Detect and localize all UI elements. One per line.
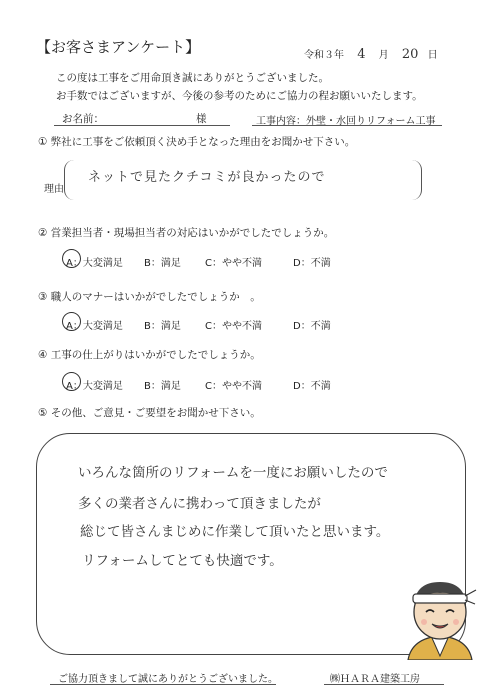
q3-option-c: C：やや不満 <box>205 321 262 332</box>
work-underline <box>252 125 442 126</box>
question-5: ⑤ その他、ご意見・ご要望をお聞かせ下さい。 <box>38 407 261 419</box>
q2-option-a: A：大変満足 <box>66 258 123 269</box>
date-day-unit: 日 <box>427 50 438 61</box>
q4-option-b: B：満足 <box>144 381 181 392</box>
intro-line-1: この度は工事をご用命頂き誠にありがとうございました。 <box>56 72 329 84</box>
comment-line-4: リフォームしてとても快適です。 <box>82 553 283 569</box>
work-content-label: 工事内容：外壁・水回りリフォーム工事 <box>256 116 436 127</box>
reason-answer: ネットで見たクチコミが良かったので <box>88 170 326 185</box>
date-month-unit: 月 <box>378 50 389 61</box>
q4-option-d: D：不満 <box>293 381 331 392</box>
company-name: ㈱ＨＡＲＡ建築工房 <box>330 674 420 685</box>
name-honorific: 様 <box>196 113 207 125</box>
q2-option-b: B：満足 <box>144 258 181 269</box>
q3-option-a: A：大変満足 <box>66 321 123 332</box>
comment-line-1: いろんな箇所のリフォームを一度にお願いしたので <box>78 465 388 481</box>
comment-line-2: 多くの業者さんに携わって頂きましたが <box>78 496 321 512</box>
name-underline <box>54 125 230 126</box>
date-month: 4 <box>357 47 366 62</box>
date-day: 20 <box>401 47 419 62</box>
intro-line-2: お手数ではございますが、今後の参考のためにご協力の程お願いいたします。 <box>56 90 423 102</box>
q2-option-c: C：やや不満 <box>205 258 262 269</box>
comment-line-3: 総じて皆さんまじめに作業して頂いたと思います。 <box>80 524 390 540</box>
question-4: ④ 工事の仕上がりはいかがでしたでしょうか。 <box>38 349 261 361</box>
q4-option-a: A：大変満足 <box>66 381 123 392</box>
footer-underline-right <box>324 684 444 685</box>
q2-option-d: D：不満 <box>293 258 331 269</box>
survey-date <box>304 46 438 62</box>
question-2: ② 営業担当者・現場担当者の対応はいかがでしたでしょうか。 <box>38 227 335 239</box>
question-1: ① 弊社に工事をご依頼頂く決め手となった理由をお聞かせ下さい。 <box>38 136 356 148</box>
footer-underline-left <box>50 684 276 685</box>
survey-title: 【お客さまアンケート】 <box>36 38 201 56</box>
q3-option-d: D：不満 <box>293 321 331 332</box>
question-3: ③ 職人のマナーはいかがでしたでしょうか 。 <box>38 291 261 303</box>
craftsman-mascot-icon <box>402 572 478 660</box>
q3-option-b: B：満足 <box>144 321 181 332</box>
q4-option-c: C：やや不満 <box>205 381 262 392</box>
date-prefix: 令和３年 <box>304 50 344 61</box>
footer-thanks: ご協力頂きまして誠にありがとうございました。 <box>58 674 278 685</box>
name-label: お名前： <box>62 113 104 125</box>
reason-label: 理由 <box>44 184 64 195</box>
